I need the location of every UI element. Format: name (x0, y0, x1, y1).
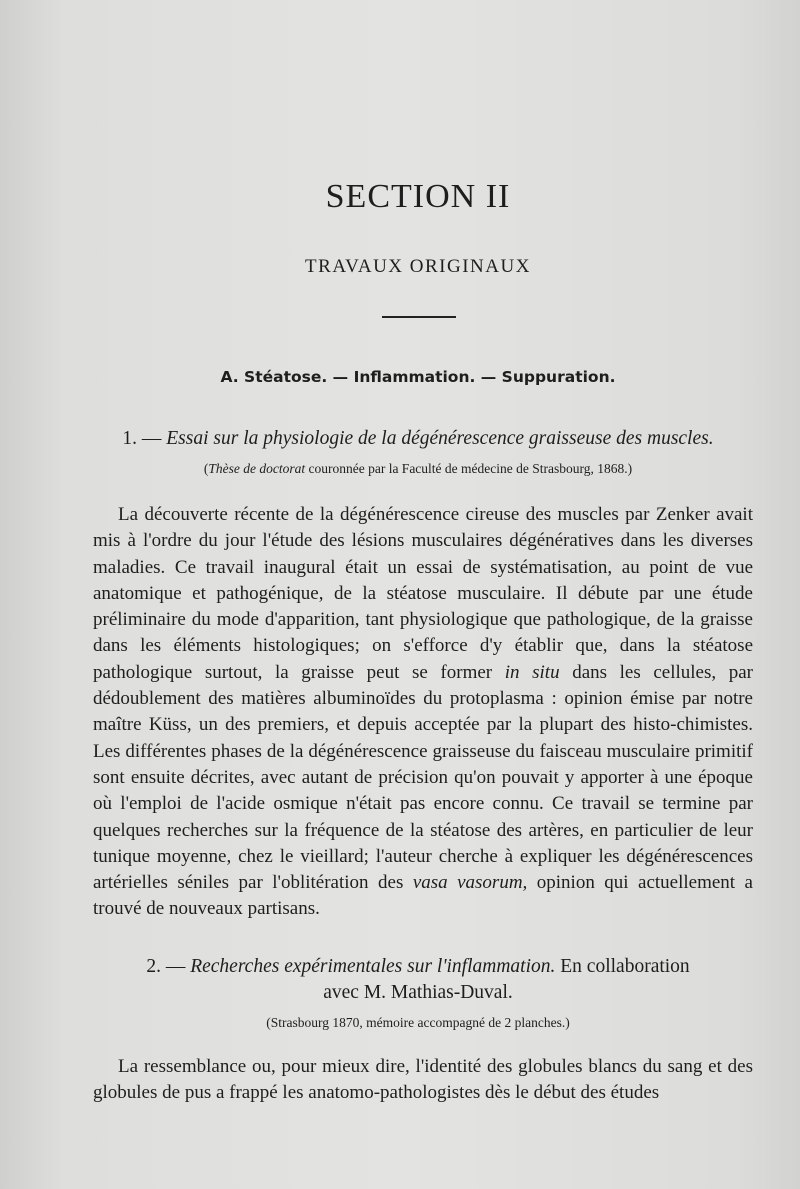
work-2-title (0, 956, 800, 978)
subsection-heading: A. Stéatose. — Inflammation. — Suppuration. (220, 368, 616, 386)
work-2-number: 2. — (146, 956, 191, 977)
work-1-note (0, 461, 800, 477)
work-1-paragraph (93, 502, 753, 923)
work-2-title-rest: En collaboration (555, 956, 690, 977)
work-1-number: 1. — (122, 428, 167, 449)
work-1-text-italic1: in situ (504, 661, 560, 683)
work-2-text: La ressemblance ou, pour mieux dire, l'identité des globules blancs du sang et des globules de pus a frappé les anatomo-pathologistes dès le début des études (93, 1056, 753, 1104)
work-1-text-part1: La découverte récente de la dégénérescence cireuse des muscles par Zenker avait mis à l'ordre du jour l'étude des lésions musculaires dégénératives dans les diverses maladies. Ce travail inaugural était un essai de systématisation, au point de vue anatomique et pathogénique, de la stéatose musculaire. Il débute par une étude préliminaire du mode d'apparition, tant physiologique que pathologique, de la graisse dans les éléments histologiques; on s'efforce d'y établir que, dans la stéatose pathologique surtout, la graisse peut se former (93, 504, 753, 683)
work-1-note-italic: Thèse de doctorat (208, 461, 306, 476)
work-1-text-italic2: vasa vasorum, (412, 872, 528, 894)
work-2-paragraph (93, 1054, 753, 1107)
work-1-text-part3: opinion qui actuellement a trouvé de nouveaux partisans. (93, 872, 753, 920)
section-subtitle: TRAVAUX ORIGINAUX (305, 256, 531, 277)
work-2-title-text: Recherches expérimentales sur l'inflammation. (190, 956, 556, 977)
divider-rule (382, 316, 456, 318)
work-2-title-line2: avec M. Mathias-Duval. (323, 982, 513, 1003)
work-1-note-open: ( (203, 461, 209, 476)
work-1-title (0, 428, 800, 450)
section-title: SECTION II (325, 178, 511, 215)
work-1-note-rest: couronnée par la Faculté de médecine de Strasbourg, 1868.) (305, 461, 633, 476)
work-2-note: (Strasbourg 1870, mémoire accompagné de 2 planches.) (266, 1015, 570, 1030)
work-1-title-text: Essai sur la physiologie de la dégénérescence graisseuse des muscles. (166, 428, 714, 449)
work-1-text-part2: dans les cellules, par dédoublement des matières albuminoïdes du protoplasma : opinion émise par notre maître Küss, un des premiers, et depuis acceptée par la plupart des histo-chimistes. Les différentes phases de la dégénérescence graisseuse du faisceau musculaire primitif sont ensuite décrites, avec autant de précision qu'on pouvait y apporter à une époque où l'emploi de l'acide osmique n'était pas encore connu. Ce travail se termine par quelques recherches sur la fréquence de la stéatose des artères, en particulier de leur tunique moyenne, chez le vieillard; l'auteur cherche à expliquer les dégénérescences artérielles séniles par l'oblitération des (93, 661, 753, 894)
